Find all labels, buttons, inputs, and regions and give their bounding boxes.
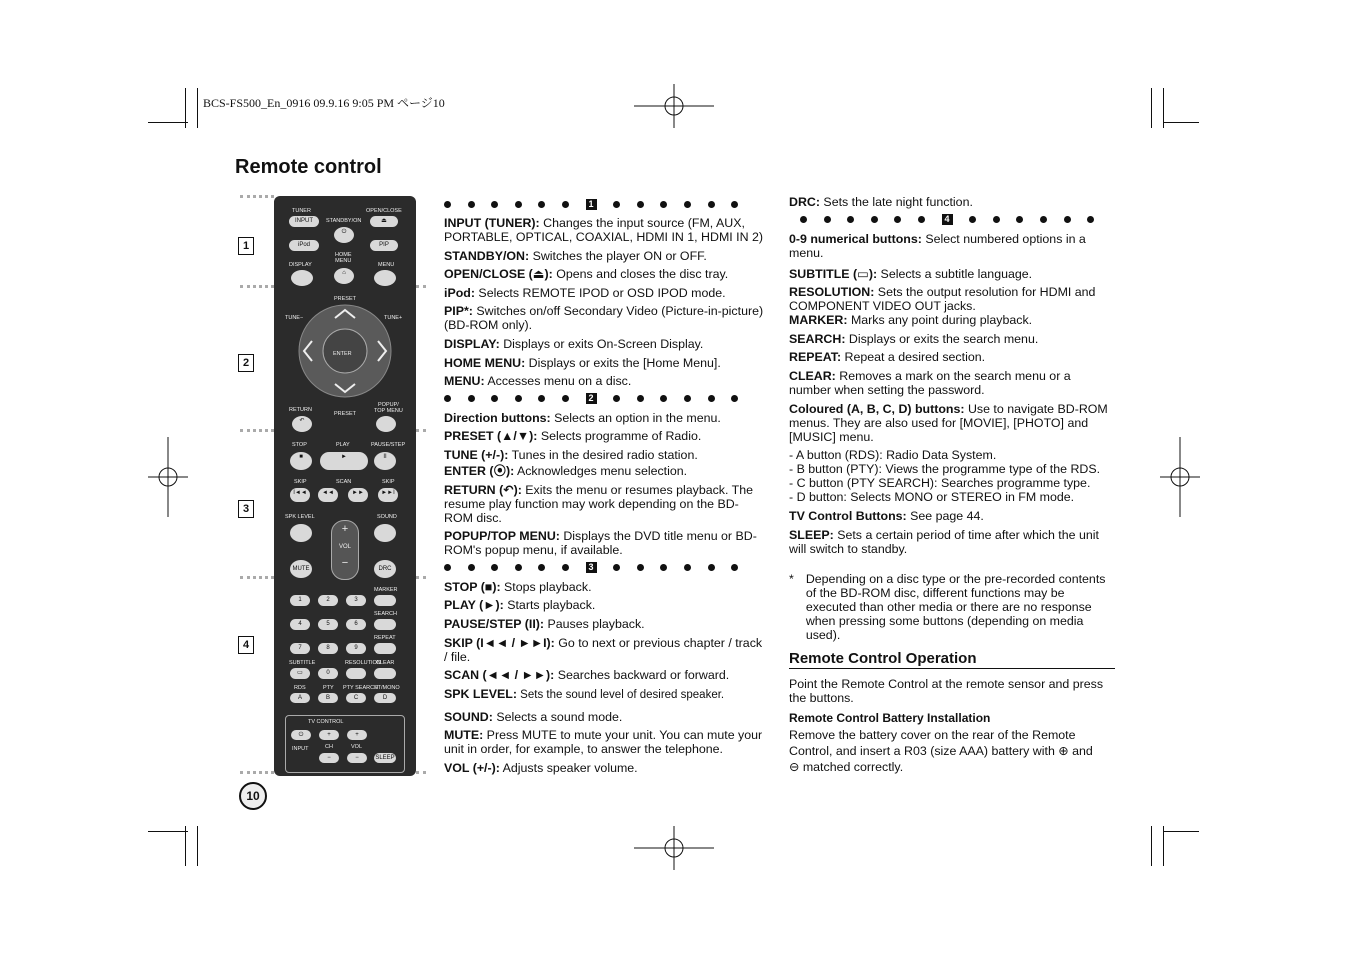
footnote-text: Depending on a disc type or the pre-recorded contents of the BD-ROM disc, different functions may be executed than other media or there are no response when pressing some buttons (depending on media used). — [805, 571, 1106, 642]
digit-button: 8 — [318, 643, 338, 654]
tv-power-icon: ⏻ — [291, 730, 311, 740]
digit-button: 3 — [346, 595, 366, 606]
dotted-separator — [416, 576, 426, 579]
digit-button: 9 — [346, 643, 366, 654]
section-marker-4: 4 — [238, 636, 254, 654]
sound-button — [374, 524, 396, 542]
section2-list — [444, 411, 766, 557]
subtitle-label: SUBTITLE — [289, 660, 316, 666]
rds-label: RDS — [294, 685, 306, 691]
definition-item: REPEAT: Repeat a desired section. — [789, 350, 986, 365]
colour-button-c: C — [346, 693, 366, 703]
section-marker-3: 3 — [238, 500, 254, 518]
definition-item: VOL (+/-): Adjusts speaker volume. — [444, 760, 638, 775]
home-menu-label: HOME MENU — [335, 252, 352, 264]
dotted-separator — [240, 429, 274, 432]
section-divider-2: 2 — [444, 393, 766, 405]
tv-vol-minus-icon: − — [347, 753, 367, 763]
minus-icon: ⊖ — [789, 759, 800, 774]
search-label: SEARCH — [374, 611, 397, 617]
definition-item: STANDBY/ON: Switches the player ON or OFF. — [444, 248, 707, 263]
digit-button: 0 — [318, 668, 338, 679]
digit-button: 2 — [318, 595, 338, 606]
registration-mark-top — [634, 84, 714, 128]
volume-rocker: + VOL − — [331, 520, 359, 580]
definition-item: DISPLAY: Displays or exits On-Screen Display. — [444, 336, 704, 351]
display-label: DISPLAY — [289, 262, 312, 268]
definition-item: PLAY (►): Starts playback. — [444, 598, 596, 613]
ipod-button: iPod — [289, 240, 319, 251]
marker-label: MARKER — [374, 587, 398, 593]
resolution-label: RESOLUTION — [345, 660, 381, 666]
definition-item: MARKER: Marks any point during playback. — [789, 313, 1033, 328]
definition-item: MENU: Accesses menu on a disc. — [444, 374, 632, 389]
dotted-separator — [416, 429, 426, 432]
definition-item: OPEN/CLOSE (⏏): Opens and closes the disc tray. — [444, 267, 729, 282]
definition-item: PRESET (▲/▼): Selects programme of Radio. — [444, 429, 702, 444]
section-divider-1: 1 — [444, 198, 766, 210]
definition-item: PIP*: Switches on/off Secondary Video (Picture-in-picture) (BD-ROM only). — [444, 304, 764, 333]
crop-mark — [1163, 122, 1199, 123]
operation-text: Point the Remote Control at the remote sensor and press the buttons. — [789, 676, 1104, 705]
list-item: - D button: Selects MONO or STEREO in FM mode. — [789, 490, 1075, 505]
ch-plus-icon: + — [319, 730, 339, 740]
tv-input-label: INPUT — [292, 746, 309, 752]
stop-icon: ■ — [290, 452, 312, 470]
search-button — [374, 619, 396, 630]
popup-label: POPUP/ TOP MENU — [374, 402, 403, 414]
registration-mark-right — [1160, 437, 1200, 517]
mute-button: MUTE — [290, 560, 312, 578]
section-marker-1: 1 — [238, 237, 254, 255]
crop-mark — [1163, 831, 1199, 832]
skip-label-right: SKIP — [382, 479, 395, 485]
dotted-separator — [416, 285, 426, 288]
rewind-icon: ◄◄ — [318, 488, 338, 502]
crop-mark — [1163, 826, 1164, 866]
colour-button-d: D — [374, 693, 396, 703]
section1-list — [444, 216, 766, 388]
preset-label-bottom: PRESET — [334, 411, 357, 417]
tuner-label: TUNER — [292, 208, 311, 214]
crop-mark — [1151, 88, 1152, 128]
tv-vol-plus-icon: + — [347, 730, 367, 740]
menu-label: MENU — [378, 262, 395, 268]
repeat-label: REPEAT — [374, 635, 396, 641]
definition-item: TV Control Buttons: See page 44. — [789, 509, 984, 524]
digit-button: 1 — [290, 595, 310, 606]
eject-icon: ⏏ — [370, 216, 398, 227]
definition-item: DRC: Sets the late night function. — [789, 195, 973, 209]
pip-button: PIP — [370, 240, 398, 251]
page-title: Remote control — [235, 156, 382, 178]
colour-button-b: B — [318, 693, 338, 703]
pause-label: PAUSE/STEP — [371, 442, 406, 448]
definition-item: Direction buttons: Selects an option in the menu. — [444, 410, 721, 425]
ch-minus-icon: − — [319, 753, 339, 763]
colour-button-list — [789, 448, 1115, 504]
stop-label: STOP — [292, 442, 307, 448]
fast-forward-icon: ►► — [348, 488, 368, 502]
skip-label-left: SKIP — [294, 479, 307, 485]
open-close-label: OPEN/CLOSE — [366, 208, 402, 214]
footnote-mark: * — [789, 571, 794, 586]
definition-item: SLEEP: Sets a certain period of time after which the unit will switch to standby. — [789, 527, 1099, 556]
plus-icon: ⊕ — [1058, 743, 1069, 758]
digit-button: 4 — [290, 619, 310, 630]
drc-button: DRC — [374, 560, 396, 578]
page-number: 10 — [239, 782, 267, 810]
tv-vol-label: VOL — [351, 744, 363, 750]
home-icon: ⌂ — [334, 268, 354, 284]
definition-item: ENTER (⦿): Acknowledges menu selection. — [444, 463, 688, 478]
dotted-separator — [240, 195, 274, 198]
crop-mark — [1151, 826, 1152, 866]
dotted-separator — [240, 576, 274, 579]
column-middle — [444, 196, 766, 779]
battery-heading: Remote Control Battery Installation — [789, 710, 991, 725]
popup-button — [376, 416, 396, 432]
return-icon: ↶ — [292, 416, 312, 432]
spk-level-button — [290, 524, 312, 542]
footnote — [789, 572, 1115, 642]
pause-icon: II — [374, 452, 396, 470]
definition-item: HOME MENU: Displays or exits the [Home Menu]. — [444, 355, 721, 370]
registration-mark-bottom — [634, 826, 714, 870]
standby-label: STANDBY/ON — [326, 218, 362, 224]
ch-label: CH — [325, 744, 333, 750]
crop-mark — [197, 88, 198, 128]
colour-button-a: A — [290, 693, 310, 703]
skip-forward-icon: ►►I — [378, 488, 398, 502]
st-mono-label: ST/MONO — [374, 685, 400, 691]
list-item: - C button (PTY SEARCH): Searches programme type. — [789, 476, 1091, 491]
tv-control-label: TV CONTROL — [308, 719, 344, 725]
definition-item: POPUP/TOP MENU: Displays the DVD title menu or BD-ROM's popup menu, if available. — [444, 529, 757, 558]
section4-list — [789, 232, 1115, 556]
operation-heading: Remote Control Operation — [789, 652, 1115, 669]
preset-label-top: PRESET — [334, 296, 357, 302]
input-button: INPUT — [289, 216, 319, 227]
menu-button — [374, 270, 396, 286]
definition-item: Coloured (A, B, C, D) buttons: Use to navigate BD-ROM menus. They are also used for [MOVIE], [PHOTO] and [MUSIC] menu. — [789, 401, 1108, 444]
definition-item: SCAN (◄◄ / ►►): Searches backward or forward. — [444, 668, 730, 683]
crop-mark — [148, 831, 188, 832]
play-label: PLAY — [336, 442, 350, 448]
return-label: RETURN — [289, 407, 312, 413]
dotted-separator — [416, 771, 426, 774]
play-icon: ► — [320, 452, 368, 470]
marker-button — [374, 595, 396, 606]
crop-mark — [185, 826, 186, 866]
definition-item: MUTE: Press MUTE to mute your unit. You can mute your unit in order, for example, to answer the telephone. — [444, 728, 763, 757]
spk-level-label: SPK LEVEL — [285, 514, 315, 520]
definition-item: SPK LEVEL: Sets the sound level of desired speaker. — [444, 686, 725, 701]
definition-item: PAUSE/STEP (II): Pauses playback. — [444, 616, 645, 631]
dotted-separator — [240, 285, 274, 288]
skip-back-icon: I◄◄ — [290, 488, 310, 502]
tv-control-panel — [285, 715, 405, 773]
crop-mark — [148, 122, 188, 123]
column-right — [789, 195, 1115, 779]
digit-button: 6 — [346, 619, 366, 630]
power-icon: ⏻ — [334, 227, 354, 243]
enter-label: ENTER — [333, 351, 352, 357]
definition-item: iPod: Selects REMOTE IPOD or OSD IPOD mode. — [444, 285, 726, 300]
dotted-separator — [240, 771, 274, 774]
registration-mark-left — [148, 437, 188, 517]
digit-button: 5 — [318, 619, 338, 630]
definition-item: SUBTITLE (▭): Selects a subtitle language. — [789, 266, 1033, 281]
section-divider-4: 4 — [789, 214, 1115, 226]
clear-label: CLEAR — [376, 660, 395, 666]
definition-item: INPUT (TUNER): Changes the input source (FM, AUX, PORTABLE, OPTICAL, COAXIAL, HDMI IN 1, HDMI IN 2) — [444, 216, 764, 244]
definition-item: TUNE (+/-): Tunes in the desired radio station. — [444, 447, 698, 462]
definition-item: SOUND: Selects a sound mode. — [444, 709, 623, 724]
battery-text: Remove the battery cover on the rear of the Remote Control, and insert a R03 (size AAA) battery with ⊕ and ⊖ matched correctly. — [789, 727, 1093, 774]
display-button — [291, 270, 313, 286]
definition-item: RESOLUTION: Sets the output resolution for HDMI and COMPONENT VIDEO OUT jacks. — [789, 285, 1096, 314]
sleep-button: SLEEP — [375, 755, 395, 761]
pty-search-label: PTY SEARCH — [343, 685, 379, 691]
section-marker-2: 2 — [238, 354, 254, 372]
tune-plus-label: TUNE+ — [384, 315, 403, 321]
section3-list — [444, 580, 766, 775]
definition-item: CLEAR: Removes a mark on the search menu or a number when setting the password. — [789, 368, 1071, 397]
resolution-button — [346, 668, 366, 679]
remote-control-illustration — [274, 196, 416, 776]
definition-item: SEARCH: Displays or exits the search menu. — [789, 331, 1039, 346]
definition-item: RETURN (↶): Exits the menu or resumes playback. The resume play function may work depending on the BD-ROM disc. — [444, 482, 754, 525]
definition-item: 0-9 numerical buttons: Select numbered options in a menu. — [789, 231, 1086, 260]
list-item: - B button (PTY): Views the programme type of the RDS. — [789, 462, 1101, 477]
list-item: - A button (RDS): Radio Data System. — [789, 448, 997, 463]
definition-item: SKIP (I◄◄ / ►►I): Go to next or previous chapter / track / file. — [444, 635, 763, 664]
print-slug: BCS-FS500_En_0916 09.9.16 9:05 PM ページ10 — [203, 96, 445, 110]
tune-minus-label: TUNE− — [285, 315, 304, 321]
section-divider-3: 3 — [444, 562, 766, 574]
clear-button — [374, 668, 396, 679]
crop-mark — [197, 826, 198, 866]
scan-label: SCAN — [336, 479, 352, 485]
repeat-button — [374, 643, 396, 654]
pty-label: PTY — [323, 685, 334, 691]
definition-item: STOP (■): Stops playback. — [444, 579, 592, 594]
digit-button: 7 — [290, 643, 310, 654]
sound-label: SOUND — [377, 514, 397, 520]
subtitle-icon: ▭ — [290, 668, 310, 679]
